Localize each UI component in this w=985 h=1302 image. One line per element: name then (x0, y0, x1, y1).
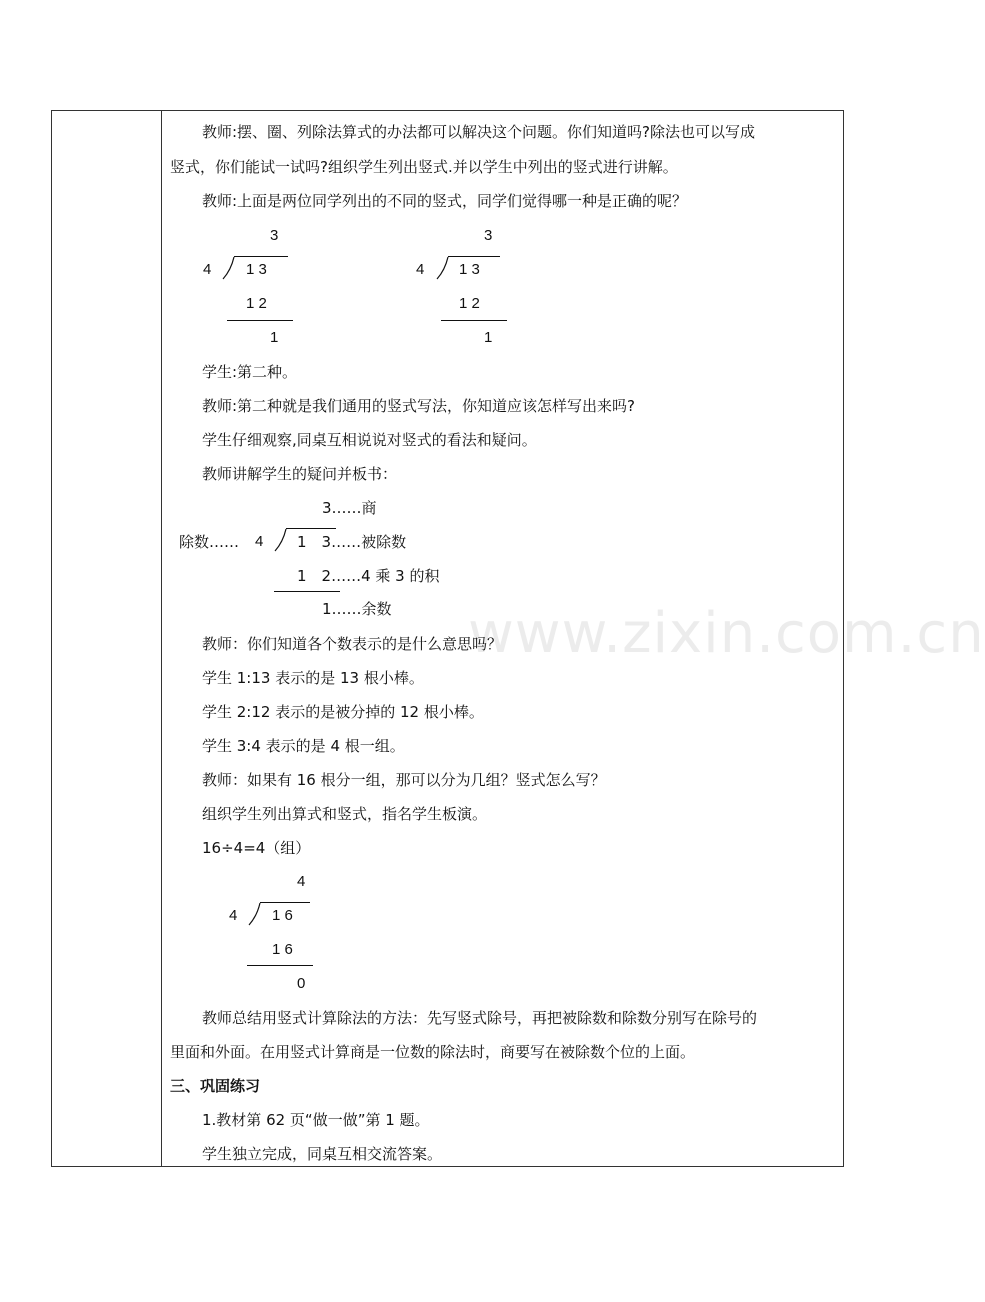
annotated-quotient-label: 3……商 (322, 499, 377, 517)
division-c-bottom-line (247, 965, 313, 966)
watermark-text: www.zixin.com.cn (468, 601, 985, 666)
division-a-bottom-line (227, 320, 293, 321)
division-a-product: 1 2 (246, 295, 267, 312)
division-c-product: 1 6 (272, 941, 293, 958)
paragraph-teacher-16-sticks: 教师：如果有 16 根分一组，那可以分为几组？竖式怎么写？ (202, 771, 606, 789)
annotated-divisor-label: 除数…… (179, 533, 240, 551)
division-a-bracket (222, 256, 236, 280)
division-a-quotient: 3 (270, 227, 279, 244)
division-b-bottom-line (441, 320, 507, 321)
annotated-remainder-label: 1……余数 (322, 600, 392, 618)
division-a-top-line (234, 256, 288, 257)
paragraph-students-complete: 学生独立完成，同桌互相交流答案。 (202, 1145, 443, 1163)
annotated-product-label: 1 2……4 乘 3 的积 (297, 567, 440, 585)
paragraph-summary-line1: 教师总结用竖式计算除法的方法：先写竖式除号，再把被除数和除数分别写在除号的 (202, 1009, 758, 1027)
paragraph-student-2: 学生 2:12 表示的是被分掉的 12 根小棒。 (202, 703, 484, 721)
division-c-bracket (248, 902, 262, 926)
annotated-division-top-line (286, 528, 336, 529)
division-b-top-line (448, 256, 500, 257)
division-b-product: 1 2 (459, 295, 480, 312)
division-b-dividend: 1 3 (459, 261, 480, 278)
paragraph-exercise-1: 1.教材第 62 页“做一做”第 1 题。 (202, 1111, 430, 1129)
paragraph-student-3: 学生 3:4 表示的是 4 根一组。 (202, 737, 405, 755)
paragraph-students-discuss: 学生仔细观察,同桌互相说说对竖式的看法和疑问。 (202, 431, 537, 449)
division-b-quotient: 3 (484, 227, 493, 244)
paragraph-student-1: 学生 1:13 表示的是 13 根小棒。 (202, 669, 424, 687)
paragraph-teacher-explains: 教师讲解学生的疑问并板书： (202, 465, 398, 483)
annotated-division-bottom-line (274, 591, 340, 592)
paragraph-teacher-common-form: 教师:第二种就是我们通用的竖式写法，你知道应该怎样写出来吗? (202, 397, 636, 415)
division-a-divisor: 4 (203, 261, 212, 278)
division-b-divisor: 4 (416, 261, 425, 278)
division-a-dividend: 1 3 (246, 261, 267, 278)
division-c-dividend: 1 6 (272, 907, 293, 924)
section-heading-practice: 三、巩固练习 (170, 1077, 261, 1095)
paragraph-teacher-intro-line1: 教师:摆、圈、列除法算式的办法都可以解决这个问题。你们知道吗?除法也可以写成 (202, 123, 756, 141)
paragraph-student-answer: 学生:第二种。 (202, 363, 298, 381)
division-equation: 16÷4=4（组） (202, 839, 311, 857)
paragraph-teacher-intro-line2: 竖式，你们能试一试吗?组织学生列出竖式.并以学生中列出的竖式进行讲解。 (170, 158, 678, 176)
division-c-top-line (260, 902, 310, 903)
paragraph-summary-line2: 里面和外面。在用竖式计算商是一位数的除法时，商要写在被除数个位的上面。 (170, 1043, 696, 1061)
division-b-remainder: 1 (484, 329, 493, 346)
annotated-divisor: 4 (255, 533, 264, 550)
division-c-remainder: 0 (297, 975, 306, 992)
division-a-remainder: 1 (270, 329, 279, 346)
paragraph-teacher-meaning: 教师：你们知道各个数表示的是什么意思吗？ (202, 635, 503, 653)
division-c-divisor: 4 (229, 907, 238, 924)
annotated-dividend-label: 1 3……被除数 (297, 533, 407, 551)
paragraph-organize-students: 组织学生列出算式和竖式，指名学生板演。 (202, 805, 488, 823)
table-column-divider (161, 110, 162, 1167)
paragraph-teacher-question: 教师:上面是两位同学列出的不同的竖式，同学们觉得哪一种是正确的呢？ (202, 192, 688, 210)
division-b-bracket (436, 256, 450, 280)
division-c-quotient: 4 (297, 873, 306, 890)
annotated-division-bracket (274, 528, 288, 552)
